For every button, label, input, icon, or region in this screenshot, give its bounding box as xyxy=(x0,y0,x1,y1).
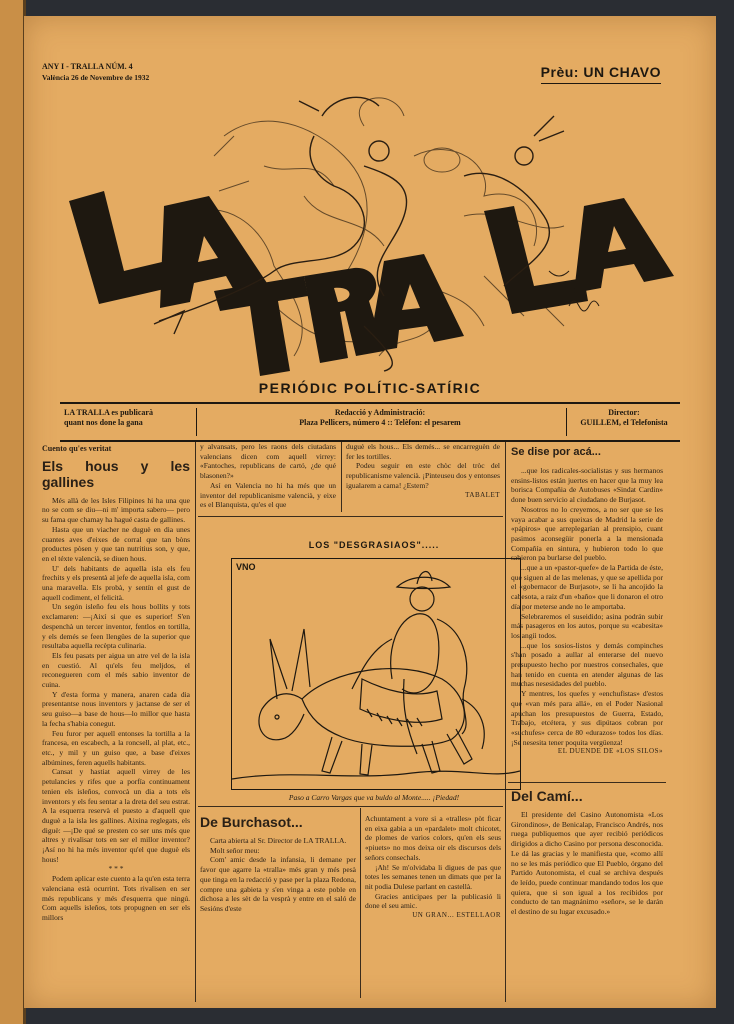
infobar-center xyxy=(200,408,560,428)
infobar-left-line1: LA TRALLA es publicarà xyxy=(64,408,153,417)
info-bar xyxy=(60,402,680,442)
cartoon-title: LOS "DESGRASIAOS"..... xyxy=(308,540,440,550)
section-break: * * * xyxy=(108,864,124,874)
cartoon-drawing xyxy=(232,559,520,789)
paragraph: duguè els hous... Els demés... se encarreguèn de fer les tortilles. xyxy=(346,442,500,461)
article-signature: UN GRAN... ESTELLAOR xyxy=(412,911,501,920)
paragraph: Un segón isleño feu els hous bollits y tots exclamaren: —¡Així si que es superior! S'en despenchà un tercer inventor, fentlos en tortilla, y els demés se feen llengües de la superior que resultaba aquella recèpta culinaria. xyxy=(42,602,190,651)
infobar-center-line1: Redacció y Administració: xyxy=(334,408,426,417)
paragraph: Achuntament a vore si a «tralles» pòt ficar en eixa gabia a un «pardalet» molt chicotet, de plomes de varios colors, qu'en els seus «piuets» no mos deixa oir els discursos dels señors consechals. xyxy=(365,814,501,862)
paragraph: Hasta que un viacher ne duguè en dia unes cuantes aves d'eixes de corral que tan bòns productes pòsen y que tan nutritius son, y que, en el téxte valencià, se diuen hous. xyxy=(42,524,190,563)
article-headline: Se dise por acá... xyxy=(511,446,601,458)
paragraph: Podem aplicar este cuento a la qu'en esta terra valenciana està ocurrint. Tots rivalisen en ser més republicans y més d'esquerra que ningú. Com aquells isleños, tots propugnen en ser els millors xyxy=(42,874,190,922)
paragraph: Els feu pasats per aigua un atre vel de la isla en cuestió. Al qu'els feu meljdos, el reconegueren com el més sabio inventor de cuina. xyxy=(42,650,190,690)
paragraph: Y d'esta forma y manera, anaren cada dia presentantse nous inventors y jactanse de ser el seu guiso—a base de hous—lo millor que hasta la fecha s'habia conegut. xyxy=(42,689,190,728)
paragraph: Com' amic desde la infansia, li demane per favor que agarre la «tralla» més gran y més pesà que tinga en la redacció y pase per la plaza Redona, compre una gabieta y s'en vinga a este poble en dichosa a les sèt de la vesprà y entre en el saló de Sesións d'este xyxy=(200,855,356,913)
cartoon-signature: VNO xyxy=(236,562,256,572)
paragraph: Selebraremos el suseidido; asina podrán subir más pasageros en los autos, porque su «cabesita» los angiì todos. xyxy=(511,611,663,640)
article-signature: TABALET xyxy=(465,490,500,499)
date-line: València 26 de Novembre de 1932 xyxy=(42,73,150,82)
paragraph: Nosotros no lo creyemos, a no ser que se les vaya acabar a sus queixas de Madrid la serie de «pápiros» que arreplegarían al prensipio, cuant pasimos aconsegüir ponerla a la mensionada Compañía en sintura, y hubieron todo lo que sabieron pa burlarse del pueblo. xyxy=(511,504,663,563)
article-headline: De Burchasot... xyxy=(200,814,303,830)
article-hous-gallines xyxy=(42,444,190,1000)
paragraph: ...que a un «pastor-quefe» de la Partida de éste, que siguen al de las melenas, y que se apellida por el «gobernacor de Burjasot», se li ha ancojido la cabesota, a raiz d'un «baño» que li donaron el otro día por meterse ande no le amportaba. xyxy=(511,563,663,611)
infobar-left xyxy=(64,408,192,428)
infobar-right xyxy=(570,408,678,428)
paragraph: Y mentres, los quefes y «enchufistas» d'estos que «van més para allá», en el Poder Nasional apuchan los presupuestos de Guerra, Estado, Trabajo, etcétera, y sus dipútaos cobran por «suchufes» cerca de 80 «durazos» todos los días. ¡Se nesesita tener poquita vergüenza! xyxy=(511,689,663,747)
price-value: UN CHAVO xyxy=(583,64,661,80)
newspaper-page xyxy=(24,16,716,1008)
article-hous-continued xyxy=(200,442,336,512)
price-box xyxy=(541,64,661,80)
previous-page-edge xyxy=(0,0,26,1024)
infobar-right-line2: GUILLEM, el Telefonista xyxy=(580,418,668,427)
paragraph: Podeu seguir en este chòc del tròc del republicanisme valencià. ¡Pinteuseu dos y entonses igualarem a cama! ¿Estem? xyxy=(346,461,500,490)
article-se-dise xyxy=(511,442,663,780)
article-headline: Del Camí... xyxy=(511,788,583,804)
paragraph: ¡Ah! Se m'olvidaba li digues de pas que totes les semanes tenen un dimats que per la nit podia Dulese parlant en castellà. xyxy=(365,862,501,891)
article-signature: EL DUENDE DE «LOS SILOS» xyxy=(557,747,663,756)
paragraph: y alvansats, pero les raons dels ciutadans valencians dicen com aquell virrey: «Fantoches, republicans de cartó, ¿de qué blasonen?» xyxy=(200,442,336,481)
article-hous-end xyxy=(346,442,500,514)
article-kicker: Cuento qu'es veritat xyxy=(42,444,112,453)
infobar-right-line1: Director: xyxy=(608,408,640,417)
paragraph: Así en Valencia no hi ha més que un inventor del republicanisme valencià, y eixe es el Blanquista, qu'es el que xyxy=(200,480,336,510)
cartoon-frame xyxy=(231,558,521,790)
article-burchasot-continued xyxy=(365,814,501,1000)
paragraph: El presidente del Casino Autonomista «Los Girondinos», de Benicalap, Francisco Andrés, nos ruega publiquemos que ayer recibió periódicos dirigidos a dicho Casino por persona desconocida. Le dá las gracias y le manifiesta que, «como allí no se les más periódico que El Pueblo, órgano del Partido Autonomista, el cual se archiva después de leído, puede continuar mandando todos los que quiera, que si son igual a los recibidos por conducto de tan magnánimo «señor», se le darán el destino de su lugar excusado.» xyxy=(511,810,663,917)
price-label: Prèu: xyxy=(540,64,579,80)
infobar-left-line2: quant nos done la gana xyxy=(64,418,143,427)
paragraph: Feu furor per aquell entonses la tortilla a la francesa, en escabech, a la roncsell, al plat, etc., etc., y mil y un guiso que, a base d'eixes albúmines, feren aquells habitants. xyxy=(42,728,190,767)
newspaper-subtitle: PERIÓDIC POLÍTIC-SATÍRIC xyxy=(258,380,482,396)
paragraph: ...que los sosios-listos y demás compinches s'han posado a aullar al enterarse del nuevo presupuesto hecho por nuestros consechales, que han tenido en cuenta en atender algunas de las muchas nesesidades del pueblo. xyxy=(511,640,663,689)
paragraph: U' dels habitants de aquella isla els feu frechits y els presentà al jefe de aquella isla, com una maravella. Els probà, y sentín el gust de aquell codiment, el felicità. xyxy=(42,563,190,602)
paragraph: Gracies anticipaes per la publicasió li done el seu amic. xyxy=(365,891,501,911)
paragraph: Més allà de les Isles Filipines hi ha una que no se com se diu—ni m' importa sabero— pero su fama que chamay ha hagué casta de gallines. xyxy=(42,495,190,525)
issue-line: ANY I - TRALLA NÚM. 4 xyxy=(42,62,133,71)
paragraph: ...que los radicales-socialistas y sus hermanos ensins-listos están juertes en hacer que la muy lea borisca Compañia de Autobuses «Sindat Cardin» done buen servicio al ciudadano de Burjasot. xyxy=(511,466,663,505)
masthead-illustration xyxy=(64,96,674,376)
cartoon-caption: Paso a Carro Vargas que va buldo al Monte..... ¡Piedad! xyxy=(288,793,460,802)
paragraph: Cansat y hastiat aquell virrey de les petulancies y rifes que a porfía continuament tenien els isleños, convocà un dia a tots els inventors y els feu sentar a la dreta del seu estrat. A la esquerra reservà el puesto a d'aquell que duguè a la isla les gallines. Aixina reglegats, els diguè: —¡De qué se presten co ser uns més que altres y rivalisar tots en ser el millor inventor? ¡Así no hi ha més inventor qu'el que duguè els hous! xyxy=(42,767,190,864)
article-del-cami xyxy=(511,786,663,1000)
infobar-center-line2: Plaza Pellicers, número 4 :: Telèfon: el pesarem xyxy=(299,418,461,427)
article-burchasot xyxy=(200,812,356,1000)
paragraph: Carta abierta al Sr. Director de LA TRALLA. xyxy=(210,836,347,845)
paragraph: Molt señor meu: xyxy=(210,845,260,855)
article-headline: Els hous y les gallines xyxy=(42,457,190,490)
